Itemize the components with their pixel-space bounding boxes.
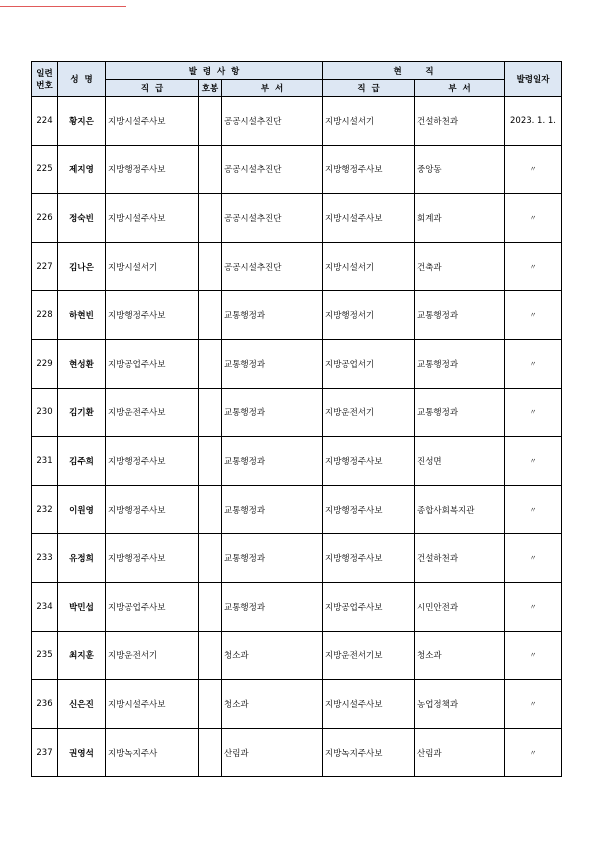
rank-cell: 지방시설서기: [106, 242, 199, 291]
serial-cell: 233: [32, 534, 58, 583]
appointment-header: 발 령 사 항: [106, 62, 323, 80]
date-cell: 〃: [505, 728, 562, 777]
table-row: [32, 680, 562, 729]
serial-header-line1: 일련: [36, 69, 53, 79]
current-rank-cell: 지방행정주사보: [323, 145, 415, 194]
date-cell: 〃: [505, 145, 562, 194]
serial-cell: 224: [32, 97, 58, 146]
date-cell: 〃: [505, 291, 562, 340]
name-cell: 유정희: [58, 534, 106, 583]
current-rank-cell: 지방공업서기: [323, 339, 415, 388]
current-dept-cell: 청소과: [415, 631, 505, 680]
name-cell: 하현빈: [58, 291, 106, 340]
name-cell: 이원영: [58, 485, 106, 534]
hobong-cell: [199, 97, 222, 146]
name-cell: 현성환: [58, 339, 106, 388]
current-dept-cell: 회계과: [415, 194, 505, 243]
table-row: [32, 242, 562, 291]
name-header: 성 명: [58, 62, 106, 97]
table-row: [32, 291, 562, 340]
current-dept-cell: 교통행정과: [415, 339, 505, 388]
dept-cell: 교통행정과: [222, 339, 323, 388]
date-cell: 〃: [505, 194, 562, 243]
serial-cell: 232: [32, 485, 58, 534]
dept-cell: 공공시설추진단: [222, 145, 323, 194]
rank-cell: 지방녹지주사: [106, 728, 199, 777]
dept-cell: 교통행정과: [222, 534, 323, 583]
hobong-cell: [199, 194, 222, 243]
current-dept-cell: 건설하천과: [415, 534, 505, 583]
date-cell: 〃: [505, 534, 562, 583]
rank-cell: 지방행정주사보: [106, 534, 199, 583]
rank-cell: 지방시설주사보: [106, 680, 199, 729]
hobong-cell: [199, 582, 222, 631]
serial-cell: 229: [32, 339, 58, 388]
table-row: [32, 534, 562, 583]
date-cell: 〃: [505, 631, 562, 680]
name-cell: 황지은: [58, 97, 106, 146]
current-dept-cell: 중앙동: [415, 145, 505, 194]
hobong-cell: [199, 534, 222, 583]
dept-cell: 청소과: [222, 631, 323, 680]
current-dept-cell: 종합사회복지관: [415, 485, 505, 534]
current-header: 현 직: [323, 62, 505, 80]
rank-cell: 지방시설주사보: [106, 97, 199, 146]
serial-cell: 235: [32, 631, 58, 680]
current-rank-cell: 지방공업주사보: [323, 582, 415, 631]
dept-cell: 교통행정과: [222, 437, 323, 486]
date-header: 발령일자: [505, 62, 562, 97]
name-cell: 정숙빈: [58, 194, 106, 243]
hobong-cell: [199, 388, 222, 437]
dept-cell: 교통행정과: [222, 582, 323, 631]
current-dept-cell: 건축과: [415, 242, 505, 291]
serial-header: [32, 62, 58, 97]
rank-cell: 지방시설주사보: [106, 194, 199, 243]
serial-cell: 230: [32, 388, 58, 437]
rank-cell: 지방운전서기: [106, 631, 199, 680]
name-cell: 김기환: [58, 388, 106, 437]
current-dept-cell: 교통행정과: [415, 388, 505, 437]
name-cell: 권영석: [58, 728, 106, 777]
current-rank-cell: 지방운전서기보: [323, 631, 415, 680]
serial-cell: 227: [32, 242, 58, 291]
dept-cell: 공공시설추진단: [222, 194, 323, 243]
dept-cell: 교통행정과: [222, 388, 323, 437]
date-cell: 2023. 1. 1.: [505, 97, 562, 146]
rank-cell: 지방운전주사보: [106, 388, 199, 437]
dept-cell: 교통행정과: [222, 485, 323, 534]
dept-cell: 교통행정과: [222, 291, 323, 340]
name-cell: 김나은: [58, 242, 106, 291]
date-cell: 〃: [505, 437, 562, 486]
current-rank-header: 직 급: [323, 80, 415, 97]
rank-cell: 지방행정주사보: [106, 291, 199, 340]
table-row: [32, 437, 562, 486]
table-row: [32, 485, 562, 534]
current-rank-cell: 지방행정주사보: [323, 437, 415, 486]
hobong-cell: [199, 242, 222, 291]
serial-cell: 231: [32, 437, 58, 486]
hobong-cell: [199, 437, 222, 486]
current-rank-cell: 지방운전서기: [323, 388, 415, 437]
rank-cell: 지방공업주사보: [106, 339, 199, 388]
current-dept-cell: 산림과: [415, 728, 505, 777]
table-row: [32, 145, 562, 194]
top-rule: [0, 6, 126, 7]
current-dept-cell: 시민안전과: [415, 582, 505, 631]
current-dept-cell: 교통행정과: [415, 291, 505, 340]
table-body: [32, 97, 562, 777]
table-row: [32, 582, 562, 631]
serial-header-line2: 번호: [36, 81, 53, 91]
current-rank-cell: 지방행정서기: [323, 291, 415, 340]
dept-cell: 청소과: [222, 680, 323, 729]
table-row: [32, 339, 562, 388]
dept-cell: 공공시설추진단: [222, 242, 323, 291]
rank-cell: 지방행정주사보: [106, 145, 199, 194]
rank-cell: 지방행정주사보: [106, 485, 199, 534]
rank-cell: 지방공업주사보: [106, 582, 199, 631]
current-dept-cell: 건설하천과: [415, 97, 505, 146]
hobong-header: 호봉: [199, 80, 222, 97]
hobong-cell: [199, 485, 222, 534]
serial-cell: 226: [32, 194, 58, 243]
name-cell: 제지영: [58, 145, 106, 194]
date-cell: 〃: [505, 680, 562, 729]
hobong-cell: [199, 339, 222, 388]
current-rank-cell: 지방녹지주사보: [323, 728, 415, 777]
current-rank-cell: 지방시설서기: [323, 97, 415, 146]
serial-cell: 236: [32, 680, 58, 729]
current-rank-cell: 지방행정주사보: [323, 485, 415, 534]
name-cell: 김주희: [58, 437, 106, 486]
table-row: [32, 728, 562, 777]
dept-cell: 공공시설추진단: [222, 97, 323, 146]
hobong-cell: [199, 728, 222, 777]
current-dept-cell: 농업정책과: [415, 680, 505, 729]
table-row: [32, 631, 562, 680]
rank-header: 직 급: [106, 80, 199, 97]
name-cell: 신은진: [58, 680, 106, 729]
name-cell: 박민섭: [58, 582, 106, 631]
hobong-cell: [199, 680, 222, 729]
table-row: [32, 194, 562, 243]
current-rank-cell: 지방시설서기: [323, 242, 415, 291]
dept-cell: 산림과: [222, 728, 323, 777]
table-row: [32, 97, 562, 146]
current-dept-header: 부 서: [415, 80, 505, 97]
current-dept-cell: 진성면: [415, 437, 505, 486]
current-rank-cell: 지방시설주사보: [323, 194, 415, 243]
name-cell: 최지훈: [58, 631, 106, 680]
hobong-cell: [199, 631, 222, 680]
serial-cell: 237: [32, 728, 58, 777]
current-rank-cell: 지방시설주사보: [323, 680, 415, 729]
serial-cell: 234: [32, 582, 58, 631]
rank-cell: 지방행정주사보: [106, 437, 199, 486]
date-cell: 〃: [505, 582, 562, 631]
appointment-table: [31, 61, 562, 777]
serial-cell: 225: [32, 145, 58, 194]
dept-header: 부 서: [222, 80, 323, 97]
date-cell: 〃: [505, 388, 562, 437]
date-cell: 〃: [505, 485, 562, 534]
date-cell: 〃: [505, 242, 562, 291]
hobong-cell: [199, 145, 222, 194]
date-cell: 〃: [505, 339, 562, 388]
current-rank-cell: 지방행정주사보: [323, 534, 415, 583]
table-row: [32, 388, 562, 437]
hobong-cell: [199, 291, 222, 340]
serial-cell: 228: [32, 291, 58, 340]
